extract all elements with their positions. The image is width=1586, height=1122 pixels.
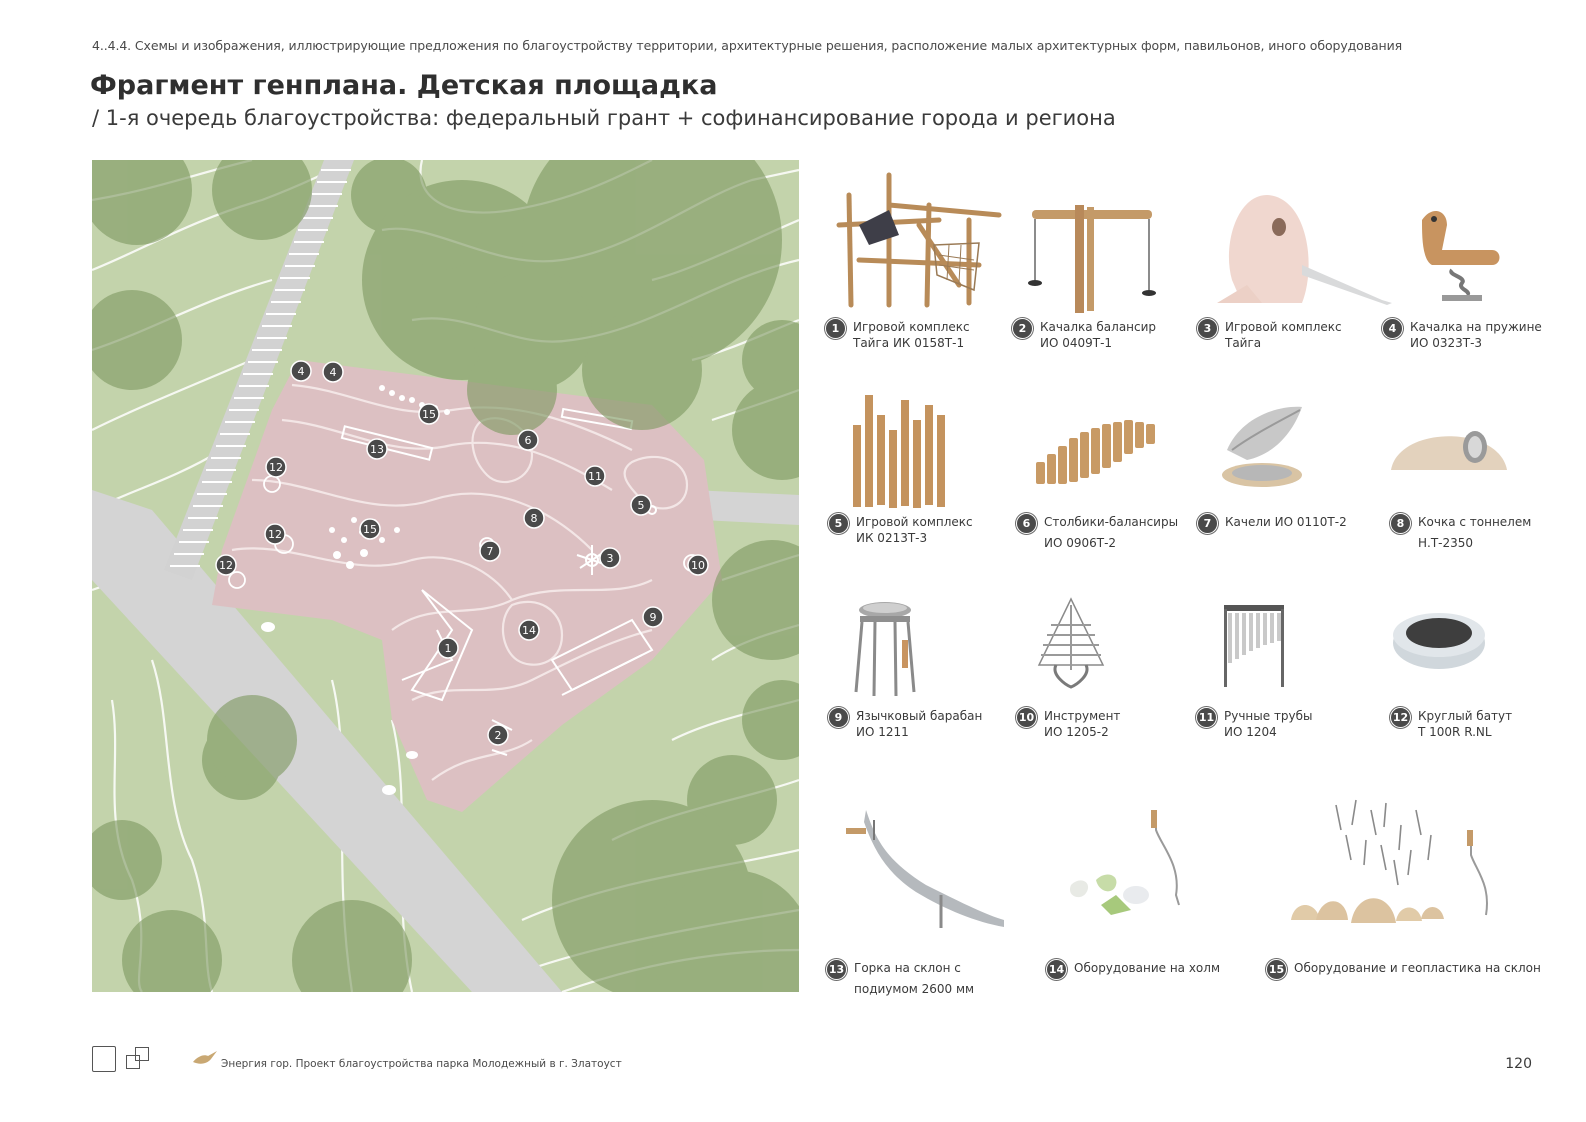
- legend-num-10: 10: [1016, 707, 1037, 728]
- legend-label-11-line2: ИО 1204: [1224, 725, 1277, 739]
- map-marker-label: 2: [494, 729, 502, 742]
- legend-label-11-line1: Ручные трубы: [1224, 709, 1313, 723]
- map-marker-label: 9: [649, 611, 657, 624]
- map-marker-2: [488, 725, 508, 745]
- tunnel-mound-icon: [1389, 415, 1509, 475]
- musical-instrument-icon: [1031, 595, 1111, 690]
- hand-chimes-icon: [1224, 603, 1286, 688]
- legend-label-6-line2: ИО 0906Т-2: [1044, 536, 1117, 550]
- legend-label-8-line1: Кочка с тоннелем: [1418, 515, 1532, 529]
- legend-label-2-line2: ИО 0409Т-1: [1040, 336, 1113, 350]
- legend-label-13-line2: подиумом 2600 мм: [854, 982, 975, 996]
- legend-label-12-line1: Круглый батут: [1418, 709, 1513, 723]
- wooden-climbing-frame-icon: [829, 165, 1007, 313]
- map-marker-label: 4: [329, 366, 337, 379]
- legend-label-9-line2: ИО 1211: [856, 725, 909, 739]
- balance-swing-icon: [1027, 195, 1157, 315]
- map-marker-4: [323, 362, 343, 382]
- legend-label-4-line2: ИО 0323Т-3: [1410, 336, 1483, 350]
- bird-logo: [192, 1050, 218, 1068]
- page-subtitle: / 1-я очередь благоустройства: федеральный грант + софинансирование города и региона: [92, 106, 1116, 130]
- legend-num-15: 15: [1266, 959, 1287, 980]
- round-trampoline-icon: [1389, 603, 1489, 673]
- footer-project-name: Энергия гор. Проект благоустройства парка Молодежный в г. Златоуст: [221, 1058, 622, 1070]
- map-marker-label: 4: [297, 365, 305, 378]
- legend-label-7-line1: Качели ИО 0110Т-2: [1225, 515, 1347, 529]
- map-marker-label: 1: [444, 642, 452, 655]
- program-logo: [126, 1047, 150, 1071]
- map-marker-4: [291, 361, 311, 381]
- map-marker-label: 5: [637, 499, 645, 512]
- legend-label-10-line1: Инструмент: [1044, 709, 1121, 723]
- legend-num-4: 4: [1382, 318, 1403, 339]
- legend-label-12-line2: Т 100R R.NL: [1418, 725, 1492, 739]
- legend-label-8-line2: Н.Т-2350: [1418, 536, 1474, 550]
- legend-label-3-line2: Тайга: [1225, 336, 1262, 350]
- map-marker-label: 10: [691, 559, 705, 572]
- legend-num-9: 9: [828, 707, 849, 728]
- map-marker-label: 13: [370, 443, 384, 456]
- legend-label-6-line1: Столбики-балансиры: [1044, 515, 1179, 529]
- page-title: Фрагмент генплана. Детская площадка: [90, 70, 718, 101]
- map-marker-3: [600, 548, 620, 568]
- spring-horse-icon: [1412, 205, 1512, 305]
- map-marker-6: [518, 430, 538, 450]
- hill-equipment-icon: [1061, 805, 1221, 935]
- legend-num-14: 14: [1046, 959, 1067, 980]
- map-marker-label: 7: [486, 545, 494, 558]
- masterplan-fragment: [92, 160, 799, 992]
- map-marker-label: 6: [524, 434, 532, 447]
- legend-num-7: 7: [1197, 513, 1218, 534]
- slope-slide-icon: [846, 800, 1006, 930]
- legend-label-14-line1: Оборудование на холм: [1074, 961, 1220, 975]
- legend-label-1-line1: Игровой комплекс: [853, 320, 970, 334]
- bowl-spinner-icon: [1212, 405, 1312, 495]
- map-marker-label: 3: [606, 552, 614, 565]
- legend-num-6: 6: [1016, 513, 1037, 534]
- masterplan-map: [92, 160, 799, 992]
- legend-label-5-line1: Игровой комплекс: [856, 515, 973, 529]
- map-marker-12: [265, 524, 285, 544]
- legend-label-9-line1: Язычковый барабан: [856, 709, 983, 723]
- map-marker-12: [216, 555, 236, 575]
- legend-num-13: 13: [826, 959, 847, 980]
- legend-label-3-line1: Игровой комплекс: [1225, 320, 1342, 334]
- tongue-drum-icon: [850, 600, 920, 700]
- legend-num-5: 5: [828, 513, 849, 534]
- legend-label-2-line1: Качалка балансир: [1040, 320, 1157, 334]
- balance-stumps-icon: [1031, 410, 1161, 490]
- map-marker-label: 8: [530, 512, 538, 525]
- map-marker-15: [419, 404, 439, 424]
- map-marker-label: 15: [363, 523, 377, 536]
- map-marker-label: 11: [588, 470, 602, 483]
- legend-num-8: 8: [1390, 513, 1411, 534]
- page-number: 120: [1505, 1056, 1532, 1072]
- map-marker-12: [266, 457, 286, 477]
- legend-label-1-line2: Тайга ИК 0158Т-1: [853, 336, 965, 350]
- map-marker-5: [631, 495, 651, 515]
- legend-num-3: 3: [1197, 318, 1218, 339]
- map-marker-15: [360, 519, 380, 539]
- map-marker-13: [367, 439, 387, 459]
- legend-num-2: 2: [1012, 318, 1033, 339]
- map-marker-11: [585, 466, 605, 486]
- legend-label-13-line1: Горка на склон с: [854, 961, 961, 975]
- footer: [92, 1046, 1532, 1076]
- legend-label-5-line2: ИК 0213Т-3: [856, 531, 928, 545]
- map-marker-9: [643, 607, 663, 627]
- slope-geoplastic-icon: [1286, 795, 1526, 940]
- legend-label-4-line1: Качалка на пружине: [1410, 320, 1542, 334]
- map-marker-label: 14: [522, 624, 536, 637]
- city-emblem-logo: [92, 1046, 116, 1072]
- egg-slide-icon: [1207, 185, 1397, 310]
- legend-label-10-line2: ИО 1205-2: [1044, 725, 1109, 739]
- map-marker-7: [480, 541, 500, 561]
- legend-label-15-line1: Оборудование и геопластика на склон: [1294, 961, 1541, 975]
- map-marker-14: [519, 620, 539, 640]
- wooden-posts-icon: [843, 385, 953, 510]
- map-marker-8: [524, 508, 544, 528]
- legend-num-11: 11: [1196, 707, 1217, 728]
- map-marker-label: 12: [219, 559, 233, 572]
- breadcrumb: 4..4.4. Схемы и изображения, иллюстрирующие предложения по благоустройству территории, архитектурные решения, расположение малых архитектурных форм, павильонов, иного оборудования: [92, 38, 1403, 53]
- map-marker-label: 12: [268, 528, 282, 541]
- map-marker-1: [438, 638, 458, 658]
- map-marker-10: [688, 555, 708, 575]
- legend-num-1: 1: [825, 318, 846, 339]
- map-marker-label: 12: [269, 461, 283, 474]
- legend-num-12: 12: [1390, 707, 1411, 728]
- map-marker-label: 15: [422, 408, 436, 421]
